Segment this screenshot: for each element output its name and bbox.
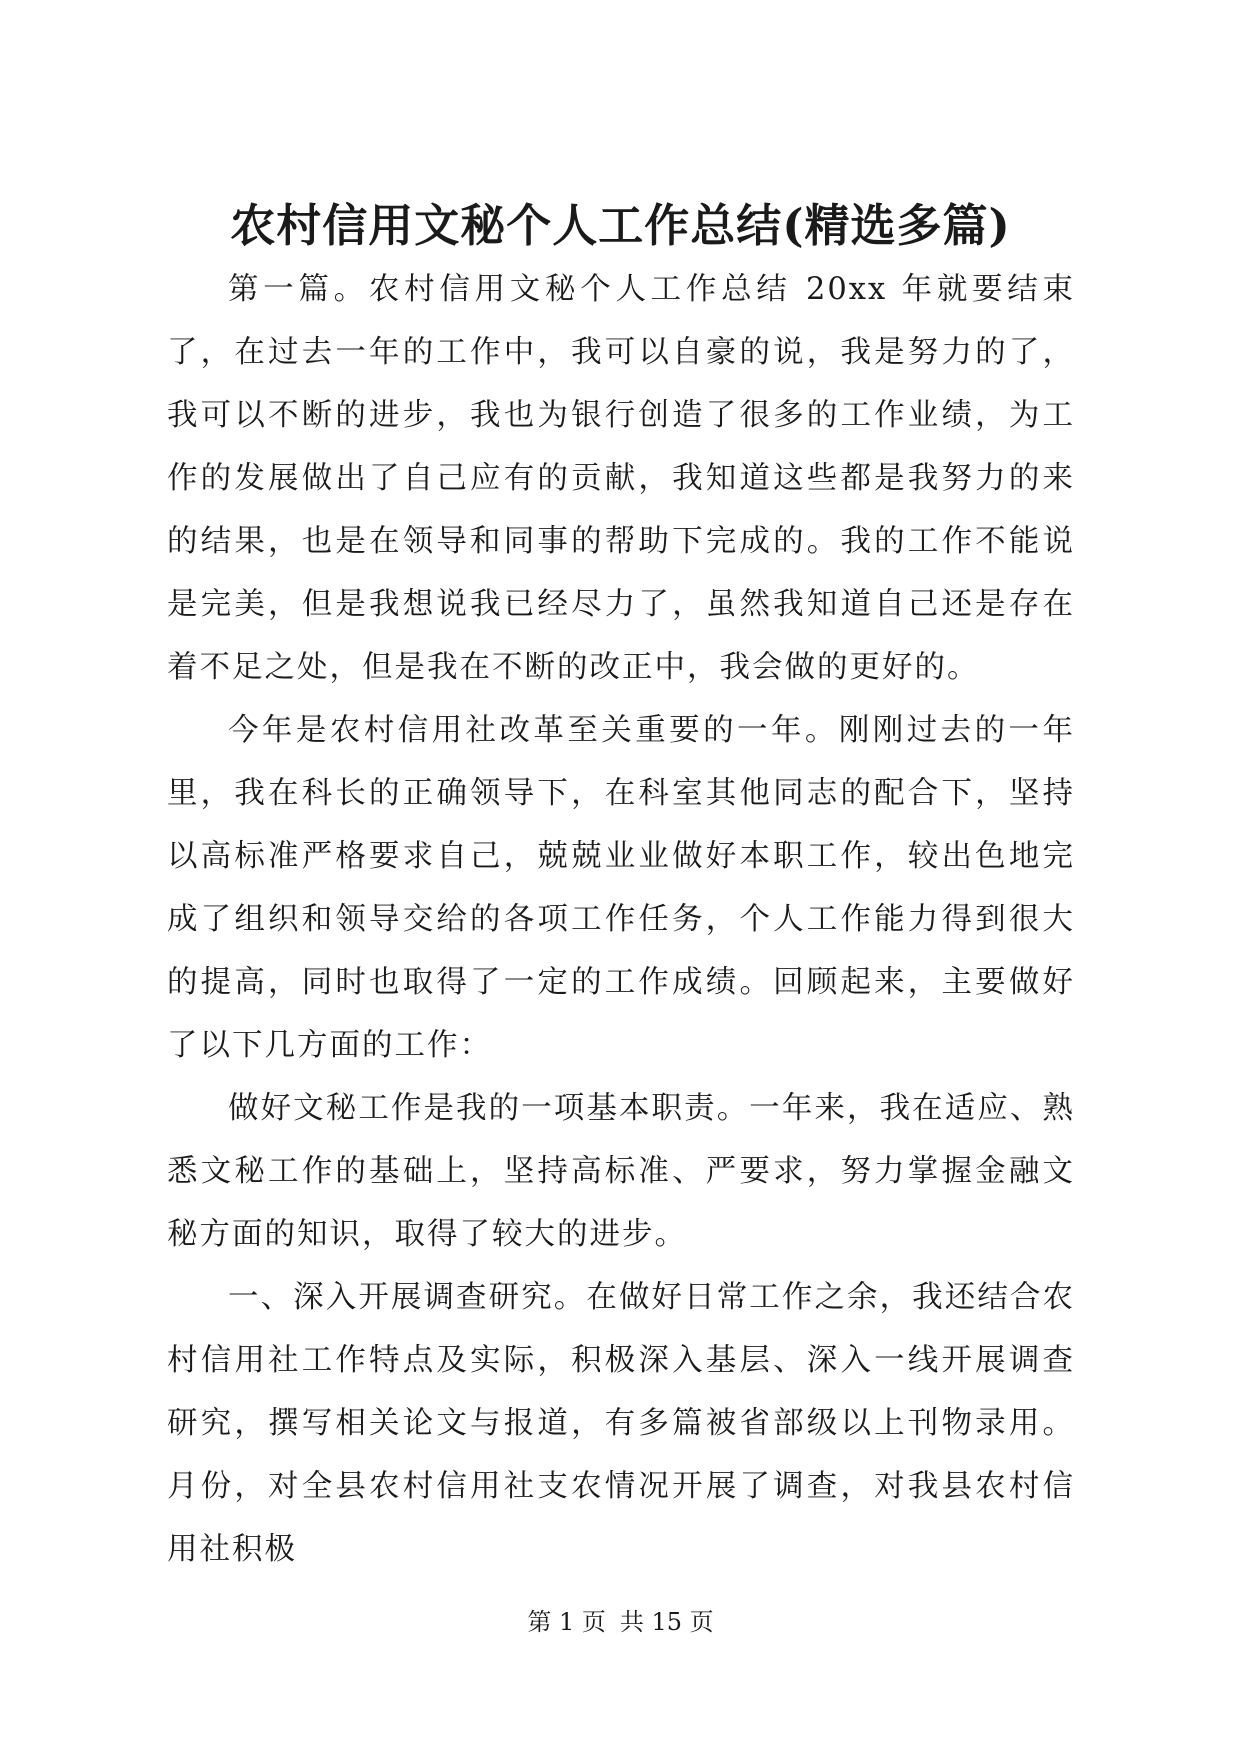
page-number: 第 1 页 xyxy=(527,1608,606,1636)
page-footer xyxy=(0,1607,1241,1637)
paragraph-1: 第一篇。农村信用文秘个人工作总结 20xx 年就要结束了，在过去一年的工作中，我可以自豪的说，我是努力的了，我可以不断的进步，我也为银行创造了很多的工作业绩，为工作的发展做出了自己应有的贡献，我知道这些都是我努力的来的结果，也是在领导和同事的帮助下完成的。我的工作不能说是完美，但是我想说我已经尽力了，虽然我知道自己还是存在着不足之处，但是我在不断的改正中，我会做的更好的。 xyxy=(167,272,1075,685)
document-body xyxy=(167,258,1075,1581)
paragraph-4: 一、深入开展调查研究。在做好日常工作之余，我还结合农村信用社工作特点及实际，积极深入基层、深入一线开展调查研究，撰写相关论文与报道，有多篇被省部级以上刊物录用。月份，对全县农村信用社支农情况开展了调查，对我县农村信用社积极 xyxy=(167,1280,1075,1567)
paragraph-3: 做好文秘工作是我的一项基本职责。一年来，我在适应、熟悉文秘工作的基础上，坚持高标准、严要求，努力掌握金融文秘方面的知识，取得了较大的进步。 xyxy=(167,1091,1075,1252)
paragraph-2: 今年是农村信用社改革至关重要的一年。刚刚过去的一年里，我在科长的正确领导下，在科室其他同志的配合下，坚持以高标准严格要求自己，兢兢业业做好本职工作，较出色地完成了组织和领导交给的各项工作任务，个人工作能力得到很大的提高，同时也取得了一定的工作成绩。回顾起来，主要做好了以下几方面的工作： xyxy=(167,713,1075,1063)
page-total: 共 15 页 xyxy=(619,1608,714,1636)
document-title: 农村信用文秘个人工作总结(精选多篇) xyxy=(230,199,1011,252)
